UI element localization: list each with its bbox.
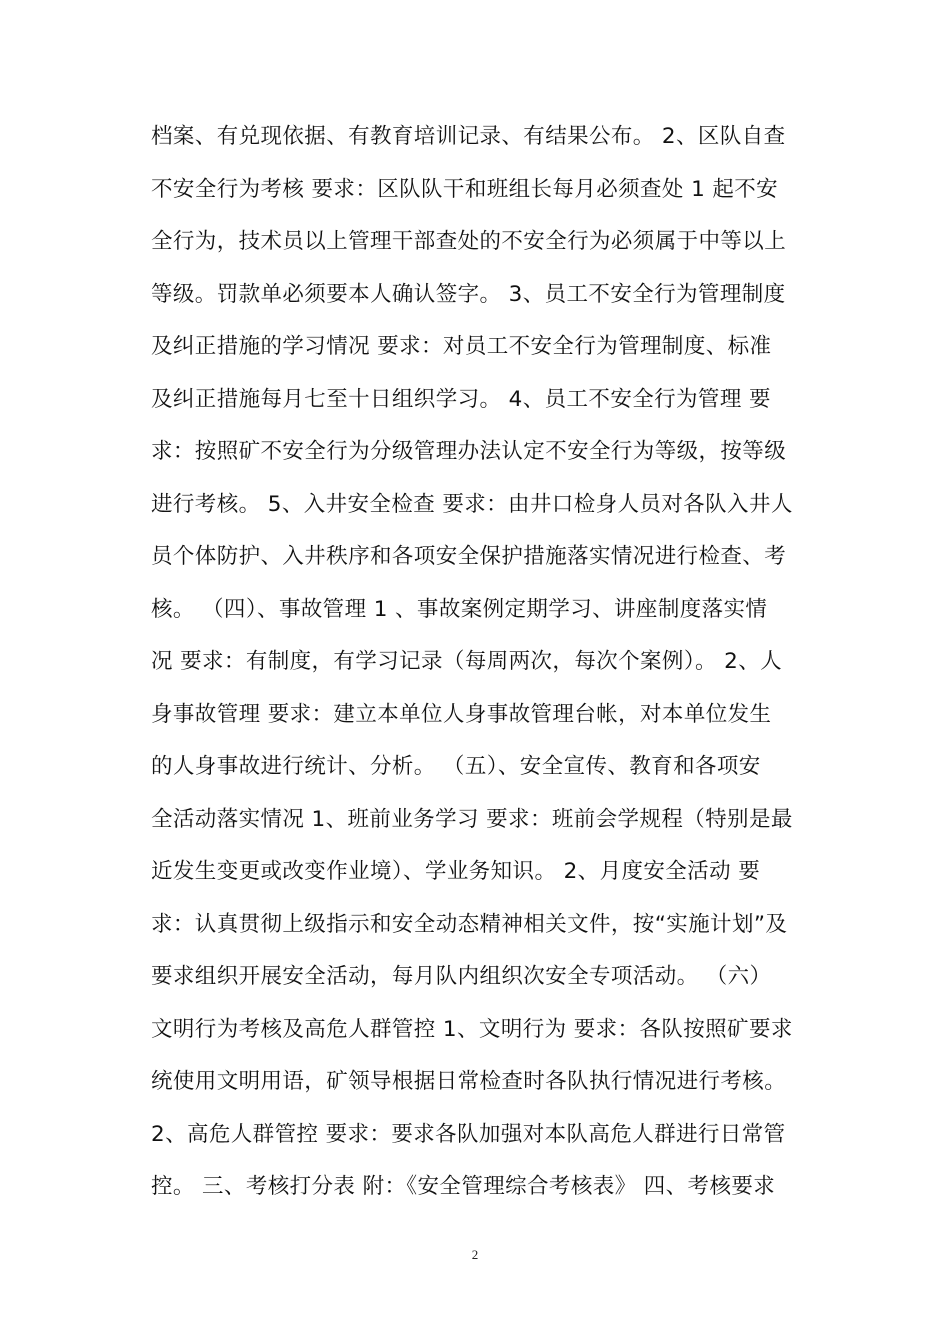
text-line: 求：认真贯彻上级指示和安全动态精神相关文件，按“实施计划”及 [151,911,788,937]
text-line: 的人身事故进行统计、分析。 （五）、安全宣传、教育和各项安 [151,754,761,779]
text-line: 全行为，技术员以上管理干部查处的不安全行为必须属于中等以上 [151,229,787,254]
text-line: 求：按照矿不安全行为分级管理办法认定不安全行为等级，按等级 [151,439,787,464]
text-line: 身事故管理 要求：建立本单位人身事故管理台帐，对本单位发生 [151,701,772,727]
text-line: 近发生变更或改变作业境）、学业务知识。 2、月度安全活动 要 [151,859,761,884]
text-line: 等级。罚款单必须要本人确认签字。 3、员工不安全行为管理制度 [151,281,786,307]
body-text [151,117,811,1220]
text-line: 全活动落实情况 1、班前业务学习 要求：班前会学规程（特别是最 [151,806,793,832]
text-line: 2、高危人群管控 要求：要求各队加强对本队高危人群进行日常管 [151,1121,786,1147]
text-line: 核。 （四）、事故管理 1 、事故案例定期学习、讲座制度落实情 [151,596,768,622]
text-line: 控。 三、考核打分表 附：《安全管理综合考核表》 四、考核要求 [151,1174,776,1199]
text-line: 及纠正措施每月七至十日组织学习。 4、员工不安全行为管理 要 [151,386,771,412]
text-line: 要求组织开展安全活动，每月队内组织次安全专项活动。 （六） [151,964,772,989]
text-line: 不安全行为考核 要求：区队队干和班组长每月必须查处 1 起不安 [151,176,779,202]
text-line: 及纠正措施的学习情况 要求：对员工不安全行为管理制度、标准 [151,334,772,359]
text-line: 况 要求：有制度，有学习记录（每周两次，每次个案例）。 2、人 [151,649,783,674]
page-number: 2 [471,1247,479,1262]
text-line: 文明行为考核及高危人群管控 1、文明行为 要求：各队按照矿要求 [151,1016,793,1042]
text-line: 员个体防护、入井秩序和各项安全保护措施落实情况进行检查、考 [151,544,787,569]
text-line: 统使用文明用语，矿领导根据日常检查时各队执行情况进行考核。 [151,1069,787,1094]
text-line: 进行考核。 5、入井安全检查 要求：由井口检身人员对各队入井人 [151,491,793,517]
text-line: 档案、有兑现依据、有教育培训记录、有结果公布。 2、区队自查 [151,124,786,149]
